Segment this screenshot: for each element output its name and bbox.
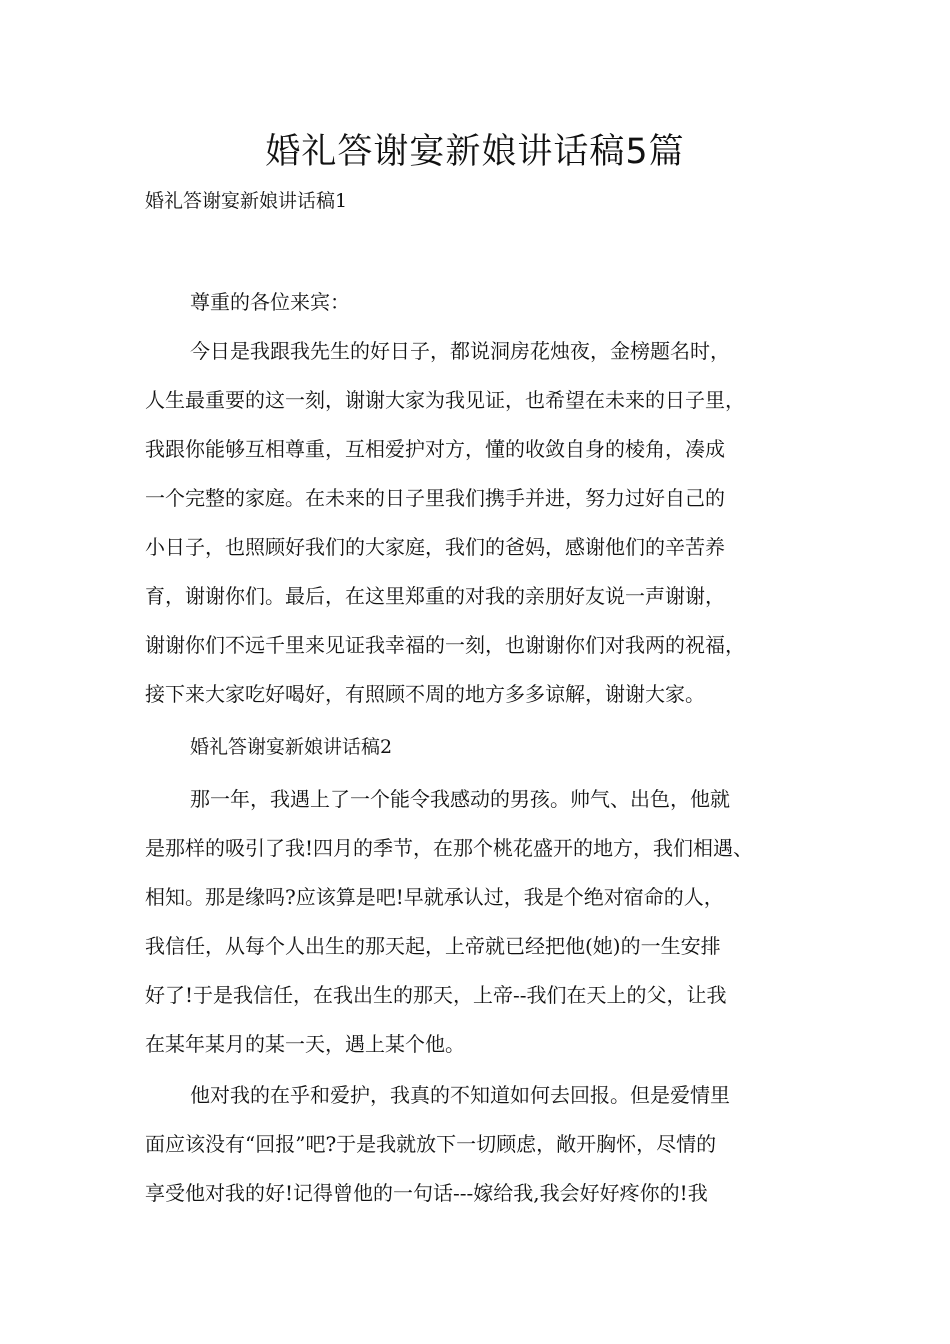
- paragraph-line: 小日子，也照顾好我们的大家庭，我们的爸妈，感谢他们的辛苦养: [145, 535, 725, 559]
- paragraph-line: 好了!于是我信任，在我出生的那天，上帝--我们在天上的父，让我: [145, 983, 727, 1007]
- section-1-heading: 婚礼答谢宴新娘讲话稿1: [145, 190, 348, 212]
- paragraph-line: 育，谢谢你们。最后，在这里郑重的对我的亲朋好友说一声谢谢，: [145, 584, 725, 608]
- document-title: 婚礼答谢宴新娘讲话稿5篇: [265, 132, 685, 172]
- salutation: 尊重的各位来宾：: [190, 290, 350, 314]
- paragraph-line: 今日是我跟我先生的好日子，都说洞房花烛夜，金榜题名时，: [190, 339, 730, 363]
- section-2-heading: 婚礼答谢宴新娘讲话稿2: [190, 736, 393, 758]
- paragraph-line: 我信任，从每个人出生的那天起，上帝就已经把他(她)的一生安排: [145, 934, 721, 958]
- paragraph-line: 人生最重要的这一刻，谢谢大家为我见证，也希望在未来的日子里，: [145, 388, 745, 412]
- paragraph-line: 面应该没有“回报”吧?于是我就放下一切顾虑，敞开胸怀，尽情的: [145, 1132, 717, 1156]
- paragraph-line: 一个完整的家庭。在未来的日子里我们携手并进，努力过好自己的: [145, 486, 725, 510]
- paragraph-line: 他对我的在乎和爱护，我真的不知道如何去回报。但是爱情里: [190, 1083, 730, 1107]
- paragraph-line: 我跟你能够互相尊重，互相爱护对方，懂的收敛自身的棱角，凑成: [145, 437, 725, 461]
- paragraph-line: 是那样的吸引了我!四月的季节，在那个桃花盛开的地方，我们相遇、: [145, 836, 754, 860]
- paragraph-line: 那一年，我遇上了一个能令我感动的男孩。帅气、出色，他就: [190, 787, 730, 811]
- paragraph-line: 享受他对我的好!记得曾他的一句话---嫁给我,我会好好疼你的!我: [145, 1181, 708, 1205]
- paragraph-line: 谢谢你们不远千里来见证我幸福的一刻，也谢谢你们对我两的祝福，: [145, 633, 745, 657]
- paragraph-line: 在某年某月的某一天，遇上某个他。: [145, 1032, 465, 1056]
- paragraph-line: 接下来大家吃好喝好，有照顾不周的地方多多谅解，谢谢大家。: [145, 682, 705, 706]
- paragraph-line: 相知。那是缘吗?应该算是吧!早就承认过，我是个绝对宿命的人，: [145, 885, 724, 909]
